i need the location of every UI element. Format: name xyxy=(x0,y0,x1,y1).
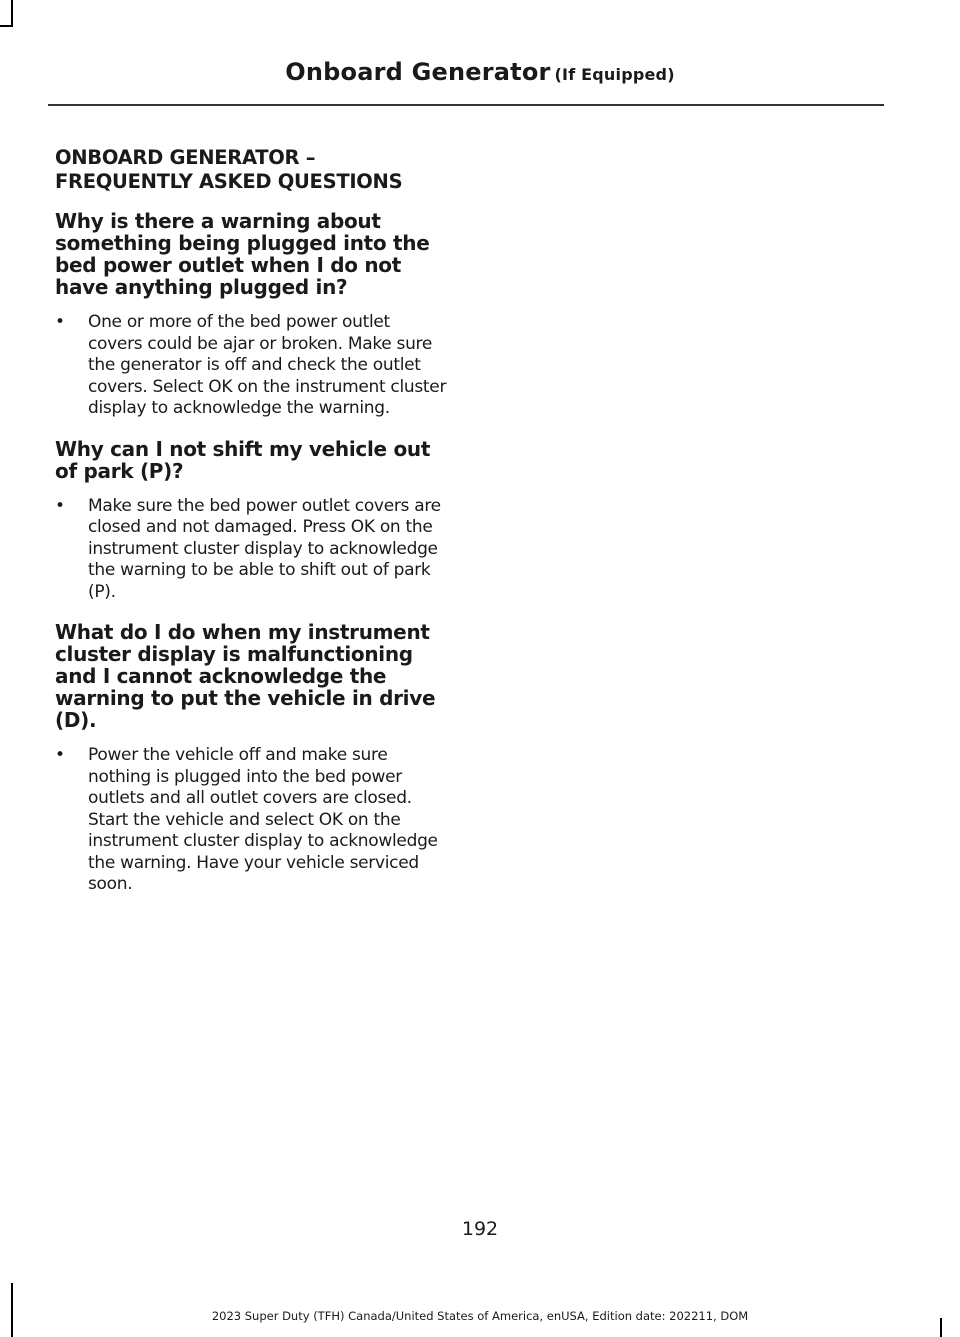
bullet-icon: • xyxy=(55,312,65,332)
faq-answer-2 xyxy=(55,496,449,604)
bullet-icon: • xyxy=(55,745,65,765)
main-content xyxy=(55,146,449,914)
faq-answer-3 xyxy=(55,745,449,896)
faq-answer-text-1: One or more of the bed power outlet covers could be ajar or broken. Make sure the generator is off and check the outlet covers. Select OK on the instrument cluster display to acknowledge the warning. xyxy=(88,312,447,418)
faq-answer-list-3 xyxy=(55,745,449,896)
faq-question-1: Why is there a warning about something being plugged into the bed power outlet when I do not have anything plugged in? xyxy=(55,209,430,299)
faq-question-2: Why can I not shift my vehicle out of park (P)? xyxy=(55,436,431,483)
page-number: 192 xyxy=(461,1218,499,1240)
bullet-icon: • xyxy=(55,495,65,516)
page-header xyxy=(0,58,960,86)
faq-answer-text-2: Make sure the bed power outlet covers are closed and not damaged. Press OK on the instrument cluster display to acknowledge the warning to be able to shift out of park (P). xyxy=(88,495,441,602)
faq-answer-list-2 xyxy=(55,496,449,604)
crop-mark-top-left-horizontal xyxy=(0,25,13,27)
footer-edition-info: 2023 Super Duty (TFH) Canada/United States of America, enUSA, Edition date: 202211, DOM xyxy=(211,1309,749,1323)
section-title: ONBOARD GENERATOR – FREQUENTLY ASKED QUESTIONS xyxy=(55,146,403,193)
header-title: Onboard Generator xyxy=(285,58,551,86)
faq-answer-text-3: Power the vehicle off and make sure nothing is plugged into the bed power outlets and all outlet covers are closed. Start the vehicle and select OK on the instrument cluster display to acknowledge the warning. Have your vehicle serviced soon. xyxy=(88,745,438,894)
header-divider xyxy=(48,104,884,106)
header-qualifier: (If Equipped) xyxy=(554,65,675,84)
faq-question-3: What do I do when my instrument cluster display is malfunctioning and I cannot acknowledge the warning to put the vehicle in drive (D). xyxy=(55,620,436,732)
crop-mark-top-left-vertical xyxy=(11,0,13,27)
faq-answer-list-1 xyxy=(55,312,449,420)
faq-answer-1 xyxy=(55,312,449,420)
